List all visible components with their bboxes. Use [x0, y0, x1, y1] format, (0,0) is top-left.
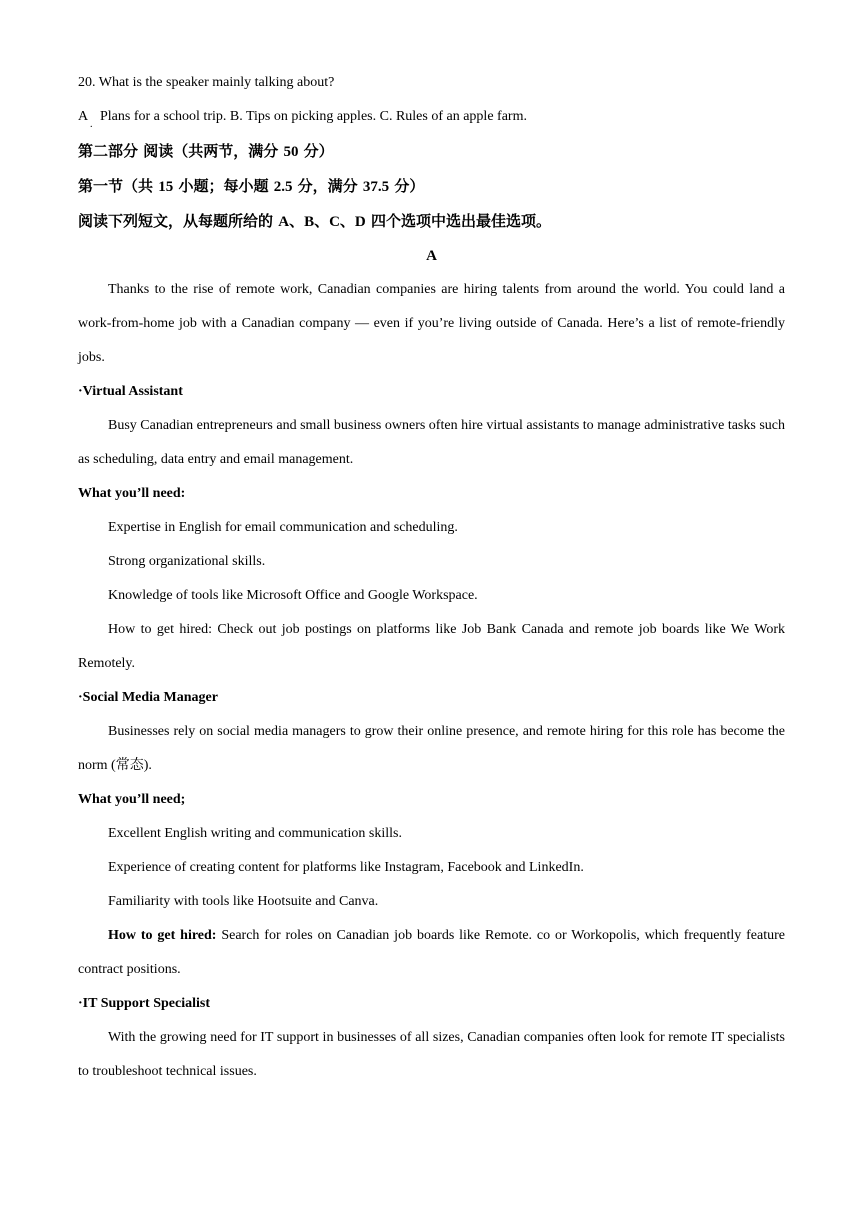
need-item: Experience of creating content for platforms like Instagram, Facebook and LinkedIn.	[108, 860, 584, 875]
instruction	[78, 204, 785, 239]
section-heading-post: 分）	[389, 177, 425, 195]
part-heading-score: 50	[283, 144, 299, 160]
part-heading-post: 分）	[298, 142, 334, 160]
hire-paragraph	[78, 919, 785, 987]
hire-text: How to get hired: Check out job postings on platforms like Job Bank Canada and remote job boards like We Work Remotely.	[78, 622, 785, 671]
section-heading-count: 15	[158, 179, 174, 195]
options-text: Plans for a school trip. B. Tips on picking apples. C. Rules of an apple farm.	[100, 109, 527, 124]
instruction-pre: 阅读下列短文，从每题所给的	[78, 212, 279, 230]
instruction-post: 四个选项中选出最佳选项。	[365, 212, 551, 230]
job-title-it-support-specialist: ·IT Support Specialist	[78, 996, 211, 1011]
hire-label: How to get hired:	[108, 928, 217, 943]
question-20: 20. What is the speaker mainly talking about?	[78, 75, 335, 90]
job-description: Businesses rely on social media managers to grow their online presence, and remote hiring for this role has become the norm (常态).	[78, 724, 785, 773]
need-item: Expertise in English for email communication and scheduling.	[108, 520, 458, 535]
section-heading-total: 37.5	[362, 179, 390, 195]
section-heading-each: 2.5	[273, 179, 293, 195]
part-heading	[78, 134, 785, 169]
need-item: Excellent English writing and communication skills.	[108, 826, 402, 841]
option-dot: .	[90, 119, 93, 130]
passage-title: A	[426, 248, 437, 264]
section-heading-mid2: 分，满分	[292, 177, 363, 195]
job-description: With the growing need for IT support in businesses of all sizes, Canadian companies often look for remote IT specialists to troubleshoot technical issues.	[78, 1030, 785, 1079]
passage-intro: Thanks to the rise of remote work, Canadian companies are hiring talents from around the world. You could land a work-from-home job with a Canadian company — even if you’re living outside of Canada. Here’s a list of remote-friendly jobs.	[78, 282, 785, 365]
job-title-virtual-assistant: ·Virtual Assistant	[78, 384, 183, 399]
need-label: What you’ll need;	[78, 792, 186, 807]
hire-text: Search for roles on Canadian job boards like Remote. co or Workopolis, which frequently feature contract positions.	[78, 928, 785, 977]
job-title-social-media-manager: ·Social Media Manager	[78, 690, 218, 705]
job-description: Busy Canadian entrepreneurs and small business owners often hire virtual assistants to manage administrative tasks such as scheduling, data entry and email management.	[78, 418, 785, 467]
option-letter-a: A	[78, 109, 89, 124]
section-heading-mid1: 小题；每小题	[173, 177, 274, 195]
exam-page	[78, 66, 785, 1089]
need-label: What you’ll need:	[78, 486, 186, 501]
section-heading	[78, 169, 785, 204]
need-item: Knowledge of tools like Microsoft Office and Google Workspace.	[108, 588, 478, 603]
instruction-letters: A、B、C、D	[278, 214, 366, 230]
part-heading-pre: 第二部分 阅读（共两节，满分	[78, 142, 284, 160]
question-20-options	[78, 100, 785, 134]
need-item: Strong organizational skills.	[108, 554, 266, 569]
section-heading-pre: 第一节（共	[78, 177, 159, 195]
need-item: Familiarity with tools like Hootsuite and Canva.	[108, 894, 379, 909]
